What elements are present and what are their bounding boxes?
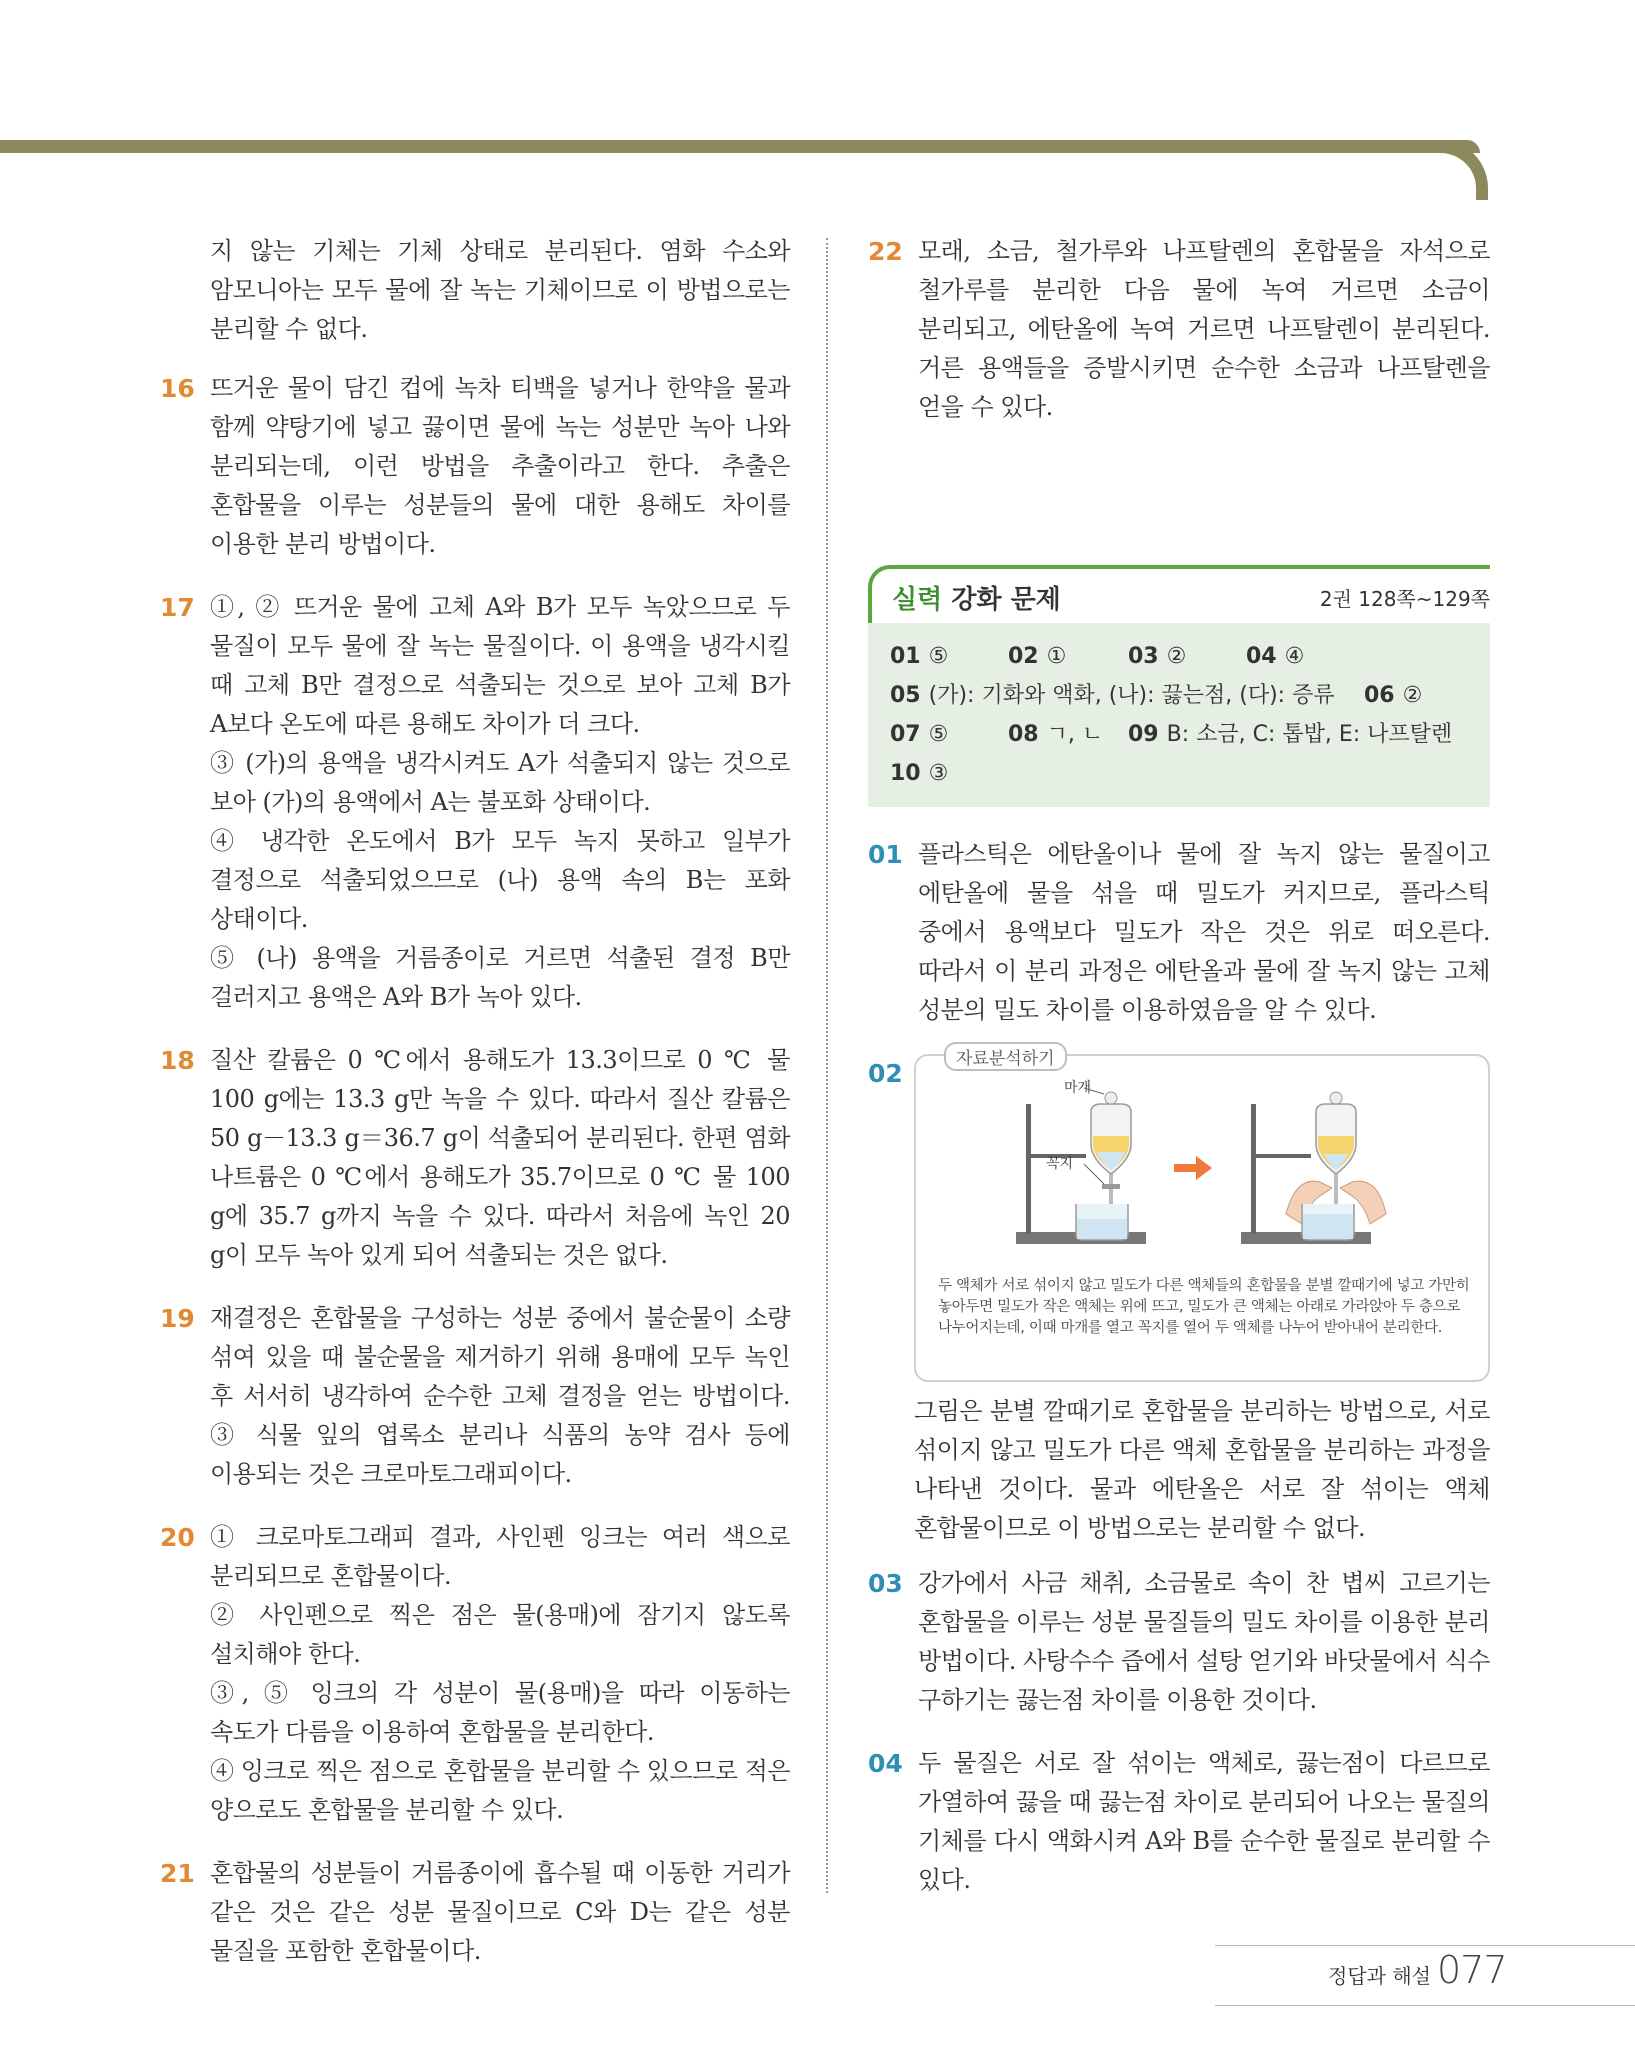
intro-continuation bbox=[160, 232, 790, 349]
top-decorative-bar bbox=[0, 140, 1480, 153]
answer-22 bbox=[868, 232, 1490, 427]
answer-key-item: 09 B: 소금, C: 톱밥, E: 나프탈렌 bbox=[1128, 722, 1453, 747]
beaker-liquid bbox=[1303, 1214, 1353, 1239]
review-page-range: 2권 128쪽~129쪽 bbox=[1319, 587, 1490, 611]
answer-19 bbox=[160, 1299, 790, 1494]
answer-text: 뜨거운 물이 담긴 컵에 녹차 티백을 넣거나 한약을 물과 함께 약탕기에 넣고 끓이면 물에 녹는 성분만 녹아 나와 분리되는데, 이런 방법을 추출이라고 한다. 추출은 혼합물을 이루는 성분들의 물에 대한 용해도 차이를 이용한 분리 방법이다. bbox=[210, 374, 790, 558]
process-arrow bbox=[1174, 1156, 1212, 1180]
answer-number: 01 bbox=[868, 840, 903, 869]
answer-key-item: 03 ② bbox=[1128, 644, 1187, 669]
funnel-apparatus-left bbox=[1016, 1092, 1146, 1244]
answer-text: 강가에서 사금 채취, 소금물로 속이 찬 볍씨 고르기는 혼합물을 이루는 성분 물질들의 밀도 차이를 이용한 분리 방법이다. 사탕수수 즙에서 설탕 얻기와 바닷물에서 식수 구하기는 끓는점 차이를 이용한 것이다. bbox=[918, 1569, 1490, 1714]
answer-text: ① 크로마토그래피 결과, 사인펜 잉크는 여러 색으로 분리되므로 혼합물이다. bbox=[210, 1523, 790, 1590]
page-number: 077 bbox=[1437, 1948, 1507, 1992]
figure-caption: 두 액체가 서로 섞이지 않고 밀도가 다른 액체들의 혼합물을 분별 깔때기에 넣고 가만히 놓아두면 밀도가 작은 액체는 위에 뜨고, 밀도가 큰 액체는 아래로 가라앉아 두 층으로 나누어지는데, 이때 마개를 열고 꼭지를 열어 두 액체를 나누어 받아내어 분리한다. bbox=[938, 1278, 1470, 1336]
answer-number: 22 bbox=[868, 237, 903, 266]
review-problems-box bbox=[868, 565, 1490, 807]
review-title bbox=[892, 579, 1061, 616]
answer-02 bbox=[868, 1049, 1490, 1548]
stopper-icon bbox=[1105, 1092, 1117, 1104]
answer-key-item: 08 ㄱ, ㄴ bbox=[1008, 722, 1104, 747]
review-header bbox=[868, 565, 1490, 623]
answer-text: ② 사인펜으로 찍은 점은 물(용매)에 잠기지 않도록 설치해야 한다. bbox=[210, 1601, 790, 1668]
stopper-icon bbox=[1330, 1092, 1342, 1104]
answer-01 bbox=[868, 835, 1490, 1030]
answer-key-item: 02 ① bbox=[1008, 644, 1067, 669]
answer-number: 19 bbox=[160, 1304, 195, 1333]
answer-number: 04 bbox=[868, 1749, 903, 1778]
stand-rod bbox=[1026, 1104, 1031, 1234]
answer-key-row bbox=[890, 637, 1470, 676]
review-title-highlight: 실력 bbox=[892, 585, 943, 615]
answer-20 bbox=[160, 1518, 790, 1830]
answer-key-row bbox=[890, 676, 1470, 715]
answer-17 bbox=[160, 588, 790, 1017]
answer-number: 20 bbox=[160, 1523, 195, 1552]
footer-label: 정답과 해설 bbox=[1328, 1964, 1431, 1988]
answer-key-item: 05 (가): 기화와 액화, (나): 끓는점, (다): 증류 bbox=[890, 683, 1335, 708]
stand-rod bbox=[1251, 1104, 1256, 1234]
funnel-apparatus-right bbox=[1241, 1092, 1386, 1244]
answer-key-item: 10 ③ bbox=[890, 761, 949, 786]
answer-number: 18 bbox=[160, 1046, 195, 1075]
answer-text: 혼합물의 성분들이 거름종이에 흡수될 때 이동한 거리가 같은 것은 같은 성분 물질이므로 C와 D는 같은 성분 물질을 포함한 혼합물이다. bbox=[210, 1859, 790, 1965]
answer-16 bbox=[160, 369, 790, 564]
data-analysis-figure bbox=[914, 1049, 1490, 1382]
answer-key-item: 01 ⑤ bbox=[890, 644, 949, 669]
answer-18 bbox=[160, 1041, 790, 1275]
footer-rule-bottom bbox=[1215, 2005, 1635, 2006]
answer-21 bbox=[160, 1854, 790, 1971]
answer-key-row bbox=[890, 754, 1470, 793]
stand-arm bbox=[1251, 1154, 1311, 1158]
footer-rule bbox=[1215, 1945, 1635, 1946]
answer-number: 02 bbox=[868, 1059, 903, 1088]
answer-03 bbox=[868, 1564, 1490, 1720]
answer-text: 그림은 분별 깔때기로 혼합물을 분리하는 방법으로, 서로 섞이지 않고 밀도가 다른 액체 혼합물을 분리하는 과정을 나타낸 것이다. 물과 에탄올은 서로 잘 섞이는 액체 혼합물이므로 이 방법으로는 분리할 수 없다. bbox=[914, 1397, 1490, 1542]
answer-text: ⑤ (나) 용액을 거름종이로 거르면 석출된 결정 B만 걸러지고 용액은 A와 B가 녹아 있다. bbox=[210, 944, 790, 1011]
answer-text: ④ 잉크로 찍은 점으로 혼합물을 분리할 수 있으므로 적은 양으로도 혼합물을 분리할 수 있다. bbox=[210, 1757, 790, 1824]
answer-text: ④ 냉각한 온도에서 B가 모두 녹지 못하고 일부가 결정으로 석출되었으므로 (나) 용액 속의 B는 포화 상태이다. bbox=[210, 827, 790, 933]
answer-text: 두 물질은 서로 잘 섞이는 액체로, 끓는점이 다르므로 가열하여 끓을 때 끓는점 차이로 분리되어 나오는 물질의 기체를 다시 액화시켜 A와 B를 순수한 물질로 분리할 수 있다. bbox=[918, 1749, 1490, 1894]
beaker-liquid bbox=[1077, 1219, 1127, 1239]
answer-text: ①, ② 뜨거운 물에 고체 A와 B가 모두 녹았으므로 두 물질이 모두 물에 잘 녹는 물질이다. 이 용액을 냉각시킬 때 고체 B만 결정으로 석출되는 것으로 보아 고체 B가 A보다 온도에 따른 용해도 차이가 더 크다. bbox=[210, 593, 790, 738]
review-title-rest: 강화 문제 bbox=[942, 585, 1061, 615]
answer-text: 모래, 소금, 철가루와 나프탈렌의 혼합물을 자석으로 철가루를 분리한 다음 물에 녹여 거르면 소금이 분리되고, 에탄올에 녹여 거르면 나프탈렌이 분리된다. 거른 용액들을 증발시키면 순수한 소금과 나프탈렌을 얻을 수 있다. bbox=[918, 237, 1490, 421]
answer-text: ③ (가)의 용액을 냉각시켜도 A가 석출되지 않는 것으로 보아 (가)의 용액에서 A는 불포화 상태이다. bbox=[210, 749, 790, 816]
answer-key-item: 07 ⑤ bbox=[890, 722, 949, 747]
answer-key bbox=[868, 623, 1490, 807]
intro-text: 지 않는 기체는 기체 상태로 분리된다. 염화 수소와 암모니아는 모두 물에 잘 녹는 기체이므로 이 방법으로는 분리할 수 없다. bbox=[210, 237, 790, 343]
column-divider bbox=[826, 238, 828, 1893]
answer-number: 17 bbox=[160, 593, 195, 622]
answer-number: 16 bbox=[160, 374, 195, 403]
cap-label: 마개 bbox=[1064, 1080, 1092, 1096]
answer-text: 재결정은 혼합물을 구성하는 성분 중에서 불순물이 소량 섞여 있을 때 불순물을 제거하기 위해 용매에 모두 녹인 후 서서히 냉각하여 순수한 고체 결정을 얻는 방법이다. ③ 식물 잎의 엽록소 분리나 식품의 농약 검사 등에 이용되는 것은 크로마토그래피이다. bbox=[210, 1304, 790, 1488]
answer-text: ③, ⑤ 잉크의 각 성분이 물(용매)을 따라 이동하는 속도가 다름을 이용하여 혼합물을 분리한다. bbox=[210, 1679, 790, 1746]
figure-tag: 자료분석하기 bbox=[944, 1042, 1067, 1071]
answer-key-item: 06 ② bbox=[1364, 683, 1423, 708]
answer-key-row bbox=[890, 715, 1470, 754]
answer-text: 플라스틱은 에탄올이나 물에 잘 녹지 않는 물질이고 에탄올에 물을 섞을 때 밀도가 커지므로, 플라스틱 중에서 용액보다 밀도가 작은 것은 위로 떠오른다. 따라서 이 분리 과정은 에탄올과 물에 잘 녹지 않는 고체 성분의 밀도 차이를 이용하였음을 알 수 있다. bbox=[918, 840, 1490, 1024]
answer-number: 03 bbox=[868, 1569, 903, 1598]
funnel-stem bbox=[1334, 1174, 1338, 1204]
stopcock bbox=[1102, 1184, 1120, 1189]
answer-04 bbox=[868, 1744, 1490, 1900]
right-column bbox=[868, 232, 1490, 1924]
answer-number: 21 bbox=[160, 1859, 195, 1888]
left-column bbox=[160, 232, 790, 1995]
separatory-funnel-illustration bbox=[916, 1064, 1488, 1274]
top-bar-corner bbox=[1440, 140, 1488, 200]
answer-text: 질산 칼륨은 0 ℃에서 용해도가 13.3이므로 0 ℃ 물 100 g에는 13.3 g만 녹을 수 있다. 따라서 질산 칼륨은 50 g－13.3 g＝36.7 g이 석출되어 분리된다. 한편 염화 나트륨은 0 ℃에서 용해도가 35.7이므로 0 ℃ 물 100 g에 35.7 g까지 녹을 수 있다. 따라서 처음에 녹인 20 g이 모두 녹아 있게 되어 석출되는 것은 없다. bbox=[210, 1046, 790, 1269]
answer-key-item: 04 ④ bbox=[1246, 644, 1305, 669]
tap-label: 꼭지 bbox=[1046, 1156, 1074, 1172]
